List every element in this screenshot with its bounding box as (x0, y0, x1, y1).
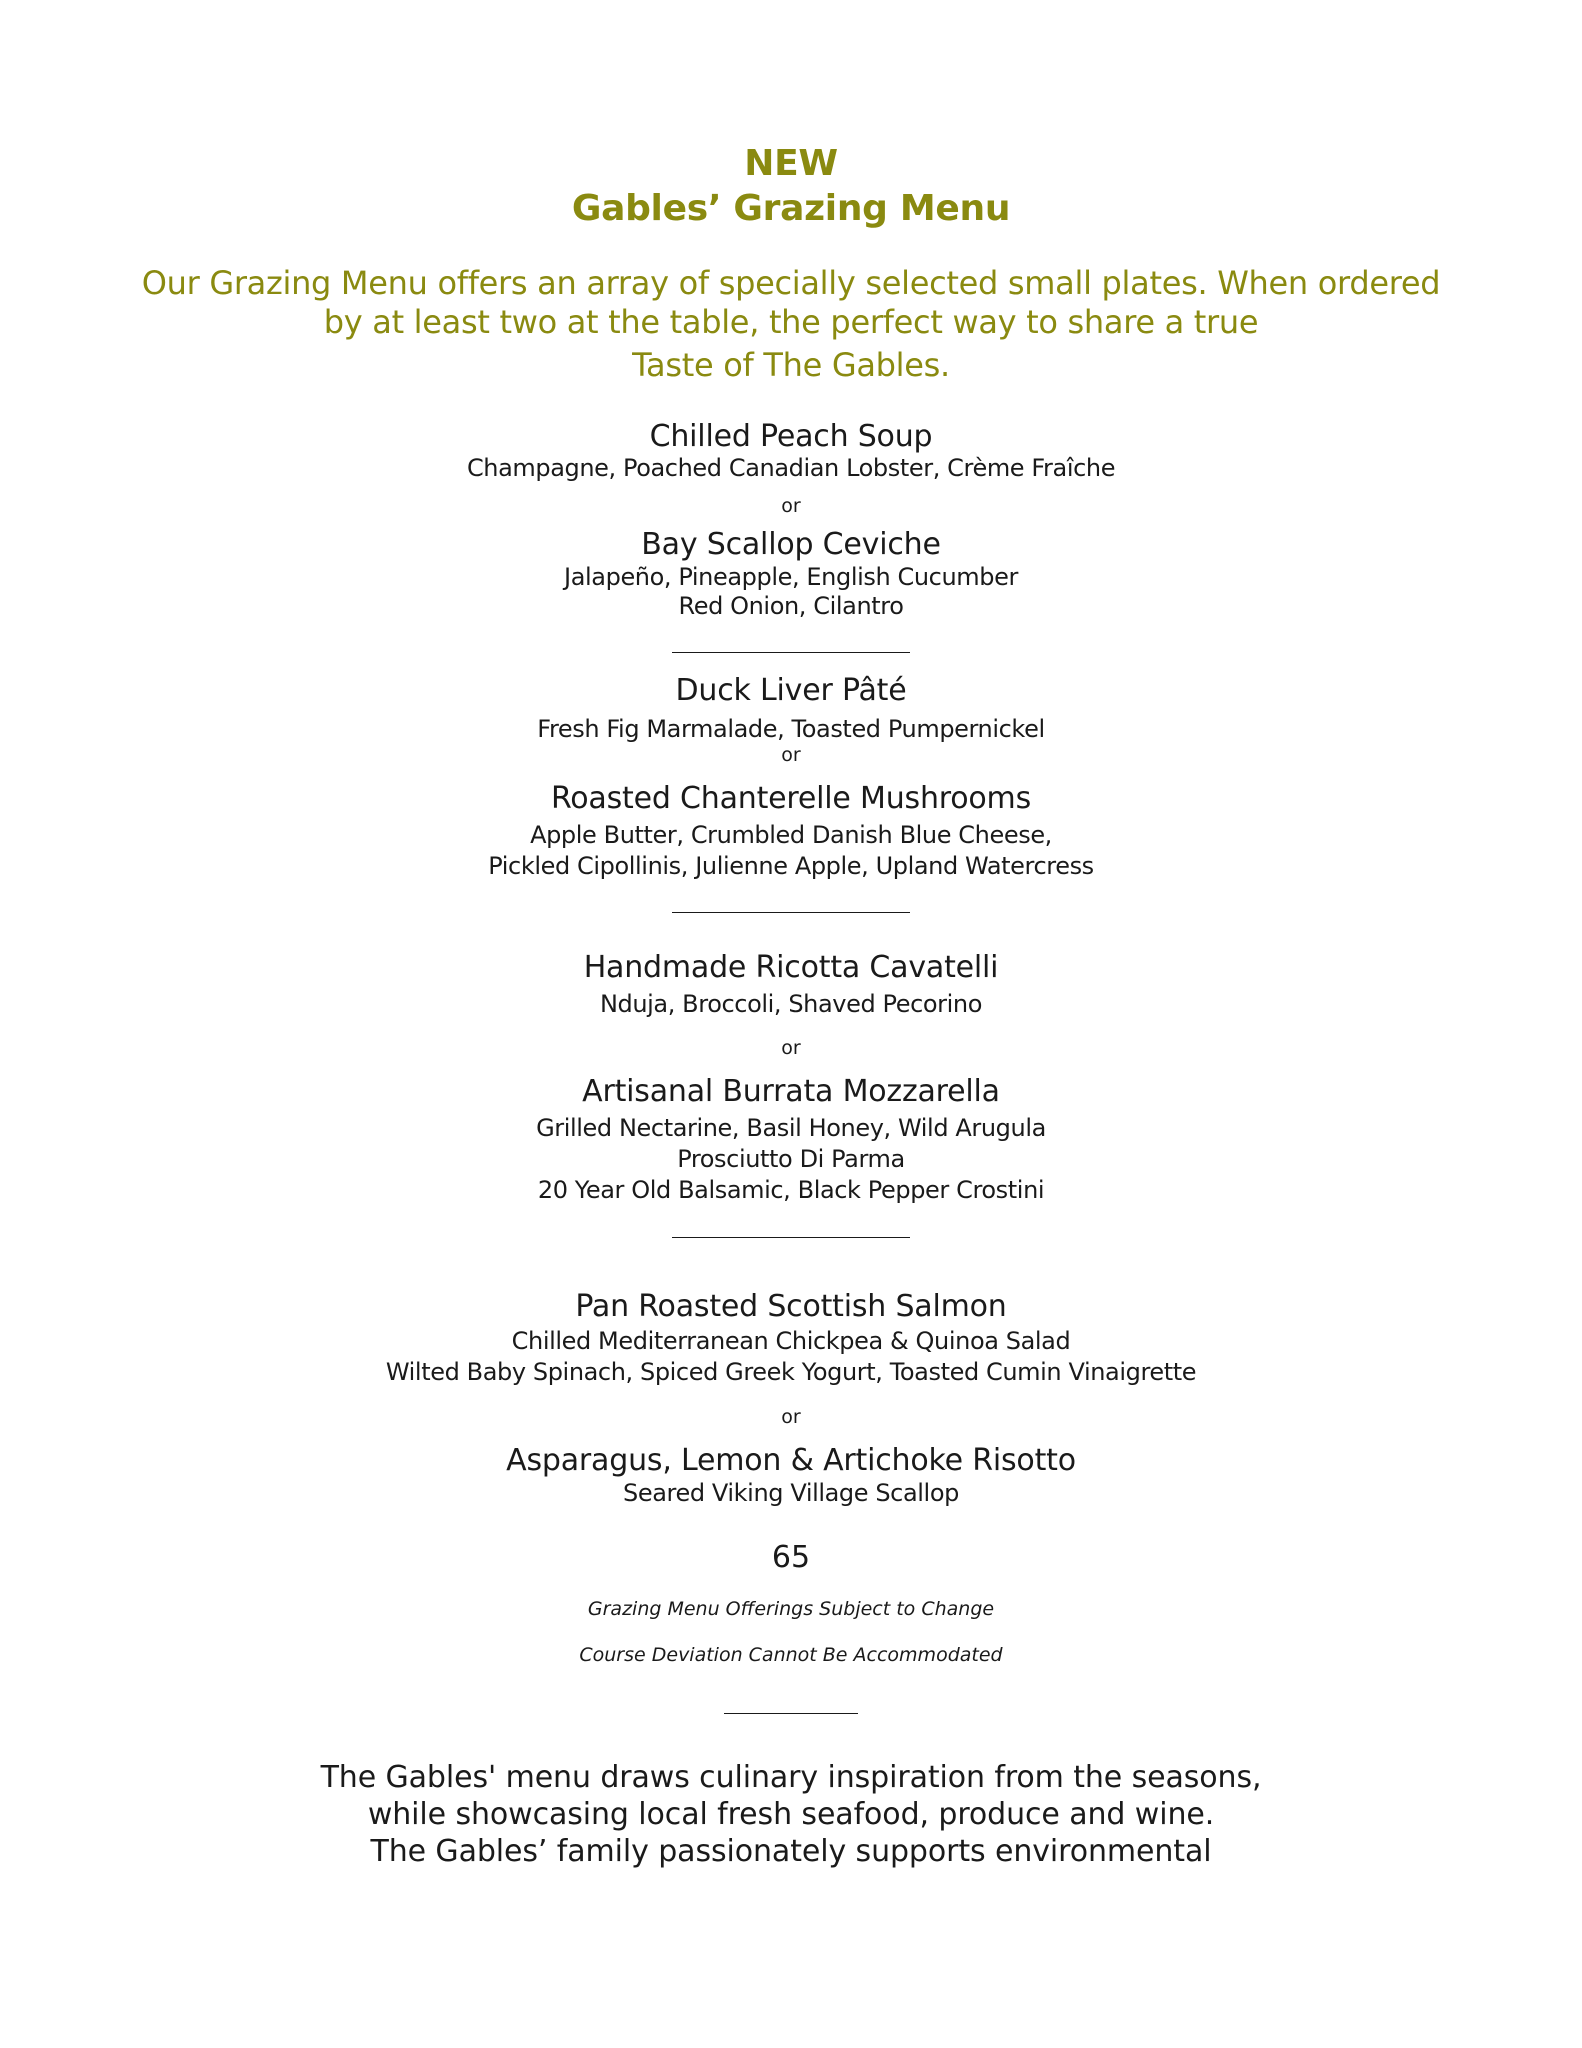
dish-description: Chilled Mediterranean Chickpea & Quinoa Salad (511, 1327, 1071, 1355)
dish-name: Asparagus, Lemon & Artichoke Risotto (506, 1443, 1076, 1478)
dish-description: Seared Viking Village Scallop (623, 1479, 959, 1507)
or-separator: or (781, 744, 801, 766)
dish-name: Bay Scallop Ceviche (641, 527, 941, 562)
intro-line-3: Taste of The Gables. (632, 346, 950, 384)
intro-line-1: Our Grazing Menu offers an array of specially selected small plates. When ordered (141, 264, 1441, 302)
course-divider (672, 912, 910, 913)
notes-divider (724, 1713, 858, 1714)
dish-description: Pickled Cipollinis, Julienne Apple, Upland Watercress (488, 852, 1094, 880)
menu-note: Grazing Menu Offerings Subject to Change (587, 1598, 995, 1620)
dish-description: Fresh Fig Marmalade, Toasted Pumpernickel (537, 715, 1045, 743)
dish-name: Roasted Chanterelle Mushrooms (550, 781, 1031, 816)
dish-description: Prosciutto Di Parma (677, 1145, 905, 1173)
or-separator: or (781, 495, 801, 517)
course-divider (672, 652, 910, 653)
intro-line-2: by at least two at the table, the perfect way to share a true (323, 303, 1259, 341)
dish-name: Handmade Ricotta Cavatelli (583, 950, 999, 985)
dish-description: Grilled Nectarine, Basil Honey, Wild Arugula (536, 1114, 1046, 1142)
course-divider (672, 1237, 910, 1238)
menu-title: Gables’ Grazing Menu (571, 188, 1011, 229)
menu-price: 65 (771, 1540, 811, 1575)
dish-description: Red Onion, Cilantro (678, 592, 904, 620)
closing-line-3: The Gables’ family passionately supports environmental (370, 1834, 1212, 1869)
closing-line-2: while showcasing local fresh seafood, produce and wine. (367, 1797, 1215, 1832)
dish-name: Chilled Peach Soup (649, 419, 933, 454)
dish-description: 20 Year Old Balsamic, Black Pepper Crostini (537, 1176, 1045, 1204)
or-separator: or (781, 1406, 801, 1428)
dish-description: Apple Butter, Crumbled Danish Blue Cheese, (530, 821, 1052, 849)
dish-name: Duck Liver Pâté (675, 673, 907, 708)
dish-description: Wilted Baby Spinach, Spiced Greek Yogurt, Toasted Cumin Vinaigrette (385, 1358, 1197, 1386)
menu-note: Course Deviation Cannot Be Accommodated (579, 1644, 1003, 1666)
closing-line-1: The Gables' menu draws culinary inspiration from the seasons, (320, 1760, 1262, 1795)
dish-description: Champagne, Poached Canadian Lobster, Crème Fraîche (466, 454, 1116, 482)
dish-description: Nduja, Broccoli, Shaved Pecorino (599, 990, 983, 1018)
dish-name: Pan Roasted Scottish Salmon (575, 1289, 1007, 1324)
or-separator: or (781, 1037, 801, 1059)
new-label: NEW (744, 143, 838, 184)
dish-name: Artisanal Burrata Mozzarella (582, 1074, 1000, 1109)
dish-description: Jalapeño, Pineapple, English Cucumber (564, 563, 1018, 591)
